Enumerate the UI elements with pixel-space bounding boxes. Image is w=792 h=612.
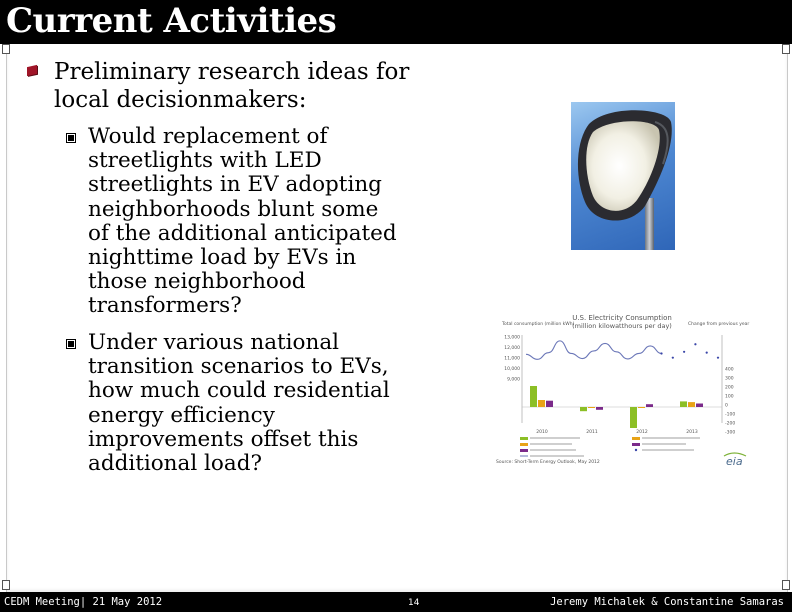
change-bar [538,400,545,407]
led-streetlight-icon [571,102,675,250]
y-tick-label-left: 11,000 [504,356,520,362]
change-bar [696,404,703,408]
frame-corner-bottom-right [782,580,790,590]
square-bullet-icon [66,339,76,349]
forecast-point [660,352,662,354]
right-axis-title: Change from previous year [688,322,750,327]
slide-title: Current Activities [6,1,337,41]
frame-corner-top-right [782,44,790,54]
y-tick-label-right: -200 [725,421,736,427]
y-tick-label-right: -300 [725,430,736,436]
frame-corner-top-left [2,44,10,54]
change-bar [638,407,645,408]
left-axis-title: Total consumption (million kWh) [502,322,575,327]
slide-number: 14 [408,598,420,608]
y-tick-label-right: 400 [725,367,734,373]
y-tick-label-right: 300 [725,376,734,382]
x-tick-label: 2013 [686,430,698,435]
x-tick-label: 2011 [586,430,598,435]
eia-logo: eia [726,455,743,468]
footer-authors: Jeremy Michalek & Constantine Samaras [550,596,784,608]
y-tick-label-right: -100 [725,412,736,418]
change-bar [546,401,553,407]
tick-label-layer [504,335,735,436]
legend-swatch-orange [520,443,528,446]
forecast-point [694,343,696,345]
change-bar [588,407,595,408]
footer-bar [0,592,792,612]
change-bar [596,407,603,410]
change-bar [680,401,687,407]
legend-swatch-purple [520,449,528,452]
sub-bullet-2-text: Under various national transition scenarios to EVs, how much could residential energy efficiency improvements offset this additional load? [88,330,390,477]
change-bar [580,407,587,411]
frame-corner-bottom-left [2,580,10,590]
chart-svg [490,313,752,473]
x-tick-label: 2010 [536,430,548,435]
change-bar [630,407,637,428]
forecast-point [717,357,719,359]
electricity-consumption-chart [490,313,752,473]
y-tick-label-left: 13,000 [504,335,520,341]
sub-bullet-1-text: Would replacement of streetlights with LED streetlights in EV adopting neighborhoods blunt some of the additional anticipated nighttime load by EVs in those neighborhood transformers? [88,124,397,319]
footer-meeting-date: CEDM Meeting| 21 May 2012 [4,596,163,608]
y-tick-label-left: 9,000 [507,377,520,383]
change-bar [646,404,653,407]
y-tick-label-right: 0 [725,403,728,409]
forecast-point [706,352,708,354]
chart-subtitle: (million kilowatthours per day) [572,322,672,330]
y-tick-label-right: 200 [725,385,734,391]
change-bar [530,386,537,407]
consumption-line [526,341,662,359]
x-tick-label: 2012 [636,430,648,435]
chart-title: U.S. Electricity Consumption [572,314,672,322]
line-series-layer [526,341,719,359]
forecast-point [683,351,685,353]
square-bullet-icon [66,133,76,143]
title-bar [0,0,792,44]
legend-swatch-green [520,437,528,440]
y-tick-label-left: 10,000 [504,367,520,372]
led-streetlight-photo [571,102,675,250]
bullet-level1-text: Preliminary research ideas for local decisionmakers: [54,59,410,113]
change-bar [688,402,695,407]
chart-source-text: Source: Short-Term Energy Outlook, May 2012 [496,460,600,465]
chart-legend [520,437,700,457]
y-tick-label-left: 12,000 [504,346,520,351]
y-tick-label-right: 100 [725,394,734,400]
forecast-point [672,357,674,359]
